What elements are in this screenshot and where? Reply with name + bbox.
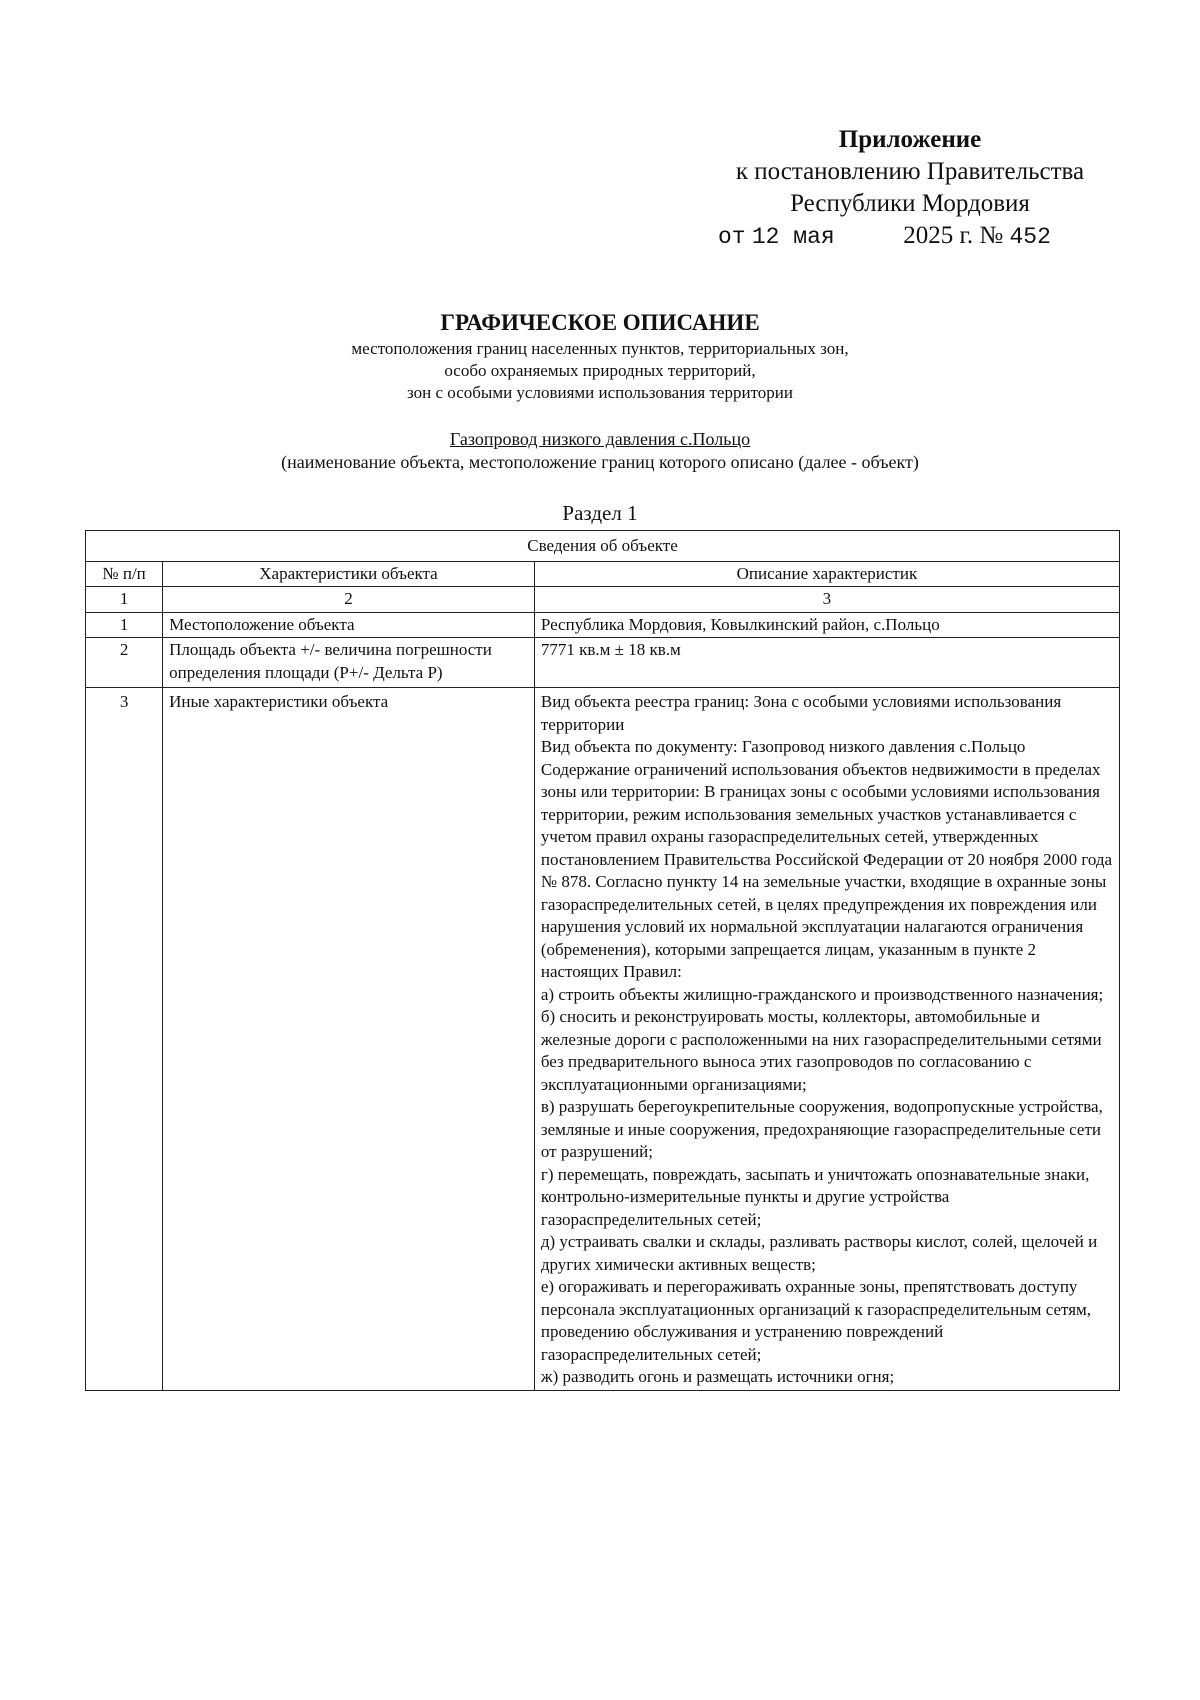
row-number: 1 <box>86 612 163 638</box>
table-row <box>86 638 1120 688</box>
date-year: 2025 г. № <box>903 222 1004 249</box>
date-prefix: от <box>718 224 746 250</box>
header-characteristic: Характеристики объекта <box>163 561 535 587</box>
row-characteristic: Площадь объекта +/- величина погрешности определения площади (Р+/- Дельта Р) <box>163 638 535 688</box>
document-title: ГРАФИЧЕСКОЕ ОПИСАНИЕ <box>440 310 760 335</box>
section-label: Раздел 1 <box>562 501 638 525</box>
subtitle-line-1: местоположения границ населенных пунктов, территориальных зон, <box>351 339 849 358</box>
table-colnum-row <box>86 587 1120 613</box>
colnum-3: 3 <box>534 587 1119 613</box>
subtitle-line-3: зон с особыми условиями использования территории <box>407 383 793 402</box>
appendix-line-2: Республики Мордовия <box>790 190 1030 217</box>
subtitle-line-2: особо охраняемых природных территорий, <box>444 361 756 380</box>
appendix-block <box>700 124 1120 253</box>
object-caption: (наименование объекта, местоположение границ которого описано (далее - объект) <box>281 452 919 472</box>
appendix-date-line <box>700 220 1120 253</box>
row-description: Республика Мордовия, Ковылкинский район, с.Польцо <box>534 612 1119 638</box>
row-description: 7771 кв.м ± 18 кв.м <box>534 638 1119 688</box>
header-description: Описание характеристик <box>534 561 1119 587</box>
colnum-1: 1 <box>86 587 163 613</box>
table-caption: Сведения об объекте <box>86 531 1120 562</box>
object-name-block <box>80 428 1120 474</box>
appendix-title: Приложение <box>838 126 982 153</box>
header-number: № п/п <box>86 561 163 587</box>
row-characteristic: Местоположение объекта <box>163 612 535 638</box>
table-row <box>86 612 1120 638</box>
row-characteristic: Иные характеристики объекта <box>163 688 535 1391</box>
object-info-table <box>85 530 1120 1391</box>
colnum-2: 2 <box>163 587 535 613</box>
row-number: 2 <box>86 638 163 688</box>
table-row <box>86 688 1120 1391</box>
date-day-month: 12 мая <box>751 224 835 250</box>
row-number: 3 <box>86 688 163 1391</box>
object-name: Газопровод низкого давления с.Польцо <box>449 429 751 449</box>
table-caption-row <box>86 531 1120 562</box>
decree-number: 452 <box>1009 224 1051 250</box>
row-description: Вид объекта реестра границ: Зона с особыми условиями использования территории Вид объекта по документу: Газопровод низкого давления с.Польцо Содержание ограничений использования объектов недвижимости в пределах зоны или территории: В границах зоны с особыми условиями использования территории, режим использования земельных участков устанавливается с учетом правил охраны газораспределительных сетей, утвержденных постановлением Правительства Российской Федерации от 20 ноября 2000 года № 878. Согласно пункту 14 на земельные участки, входящие в охранные зоны газораспределительных сетей, в целях предупреждения их повреждения или нарушения условий их нормальной эксплуатации налагаются ограничения (обременения), которыми запрещается лицам, указанным в пункте 2 настоящих Правил: а) строить объекты жилищно-гражданского и производственного назначения; б) сносить и реконструировать мосты, коллекторы, автомобильные и железные дороги с расположенными на них газораспределительными сетями без предварительного выноса этих газопроводов по согласованию с эксплуатационными организациями; в) разрушать берегоукрепительные сооружения, водопропускные устройства, земляные и иные сооружения, предохраняющие газораспределительные сети от разрушений; г) перемещать, повреждать, засыпать и уничтожать опознавательные знаки, контрольно-измерительные пункты и другие устройства газораспределительных сетей; д) устраивать свалки и склады, разливать растворы кислот, солей, щелочей и других химически активных веществ; е) огораживать и перегораживать охранные зоны, препятствовать доступу персонала эксплуатационных организаций к газораспределительным сетям, проведению обслуживания и устранению повреждений газораспределительных сетей; ж) разводить огонь и размещать источники огня; <box>534 688 1119 1391</box>
appendix-line-1: к постановлению Правительства <box>735 158 1085 185</box>
table-header-row <box>86 561 1120 587</box>
document-heading <box>80 308 1120 404</box>
